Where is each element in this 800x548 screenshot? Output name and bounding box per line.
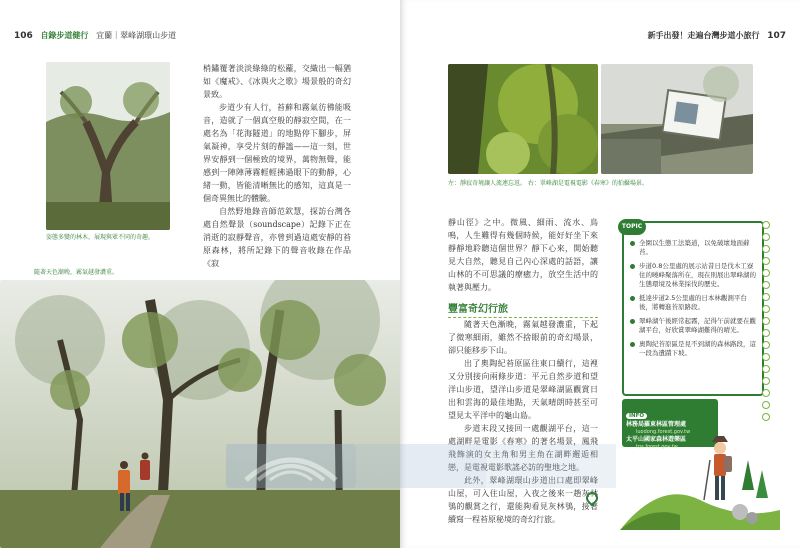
topic-badge: TOPIC — [618, 219, 646, 235]
chapter-subtitle: 宜蘭｜翠峰湖環山步道 — [96, 31, 177, 40]
photo-caption-bottom: 隨著天色漸晚，霧氣越發濃重。 — [34, 269, 119, 276]
paragraph: 步道少有人行，苔蘚和霧氣彷彿能吸音，造就了一個真空般的靜寂空間，在一處名為「花海隧道」的地點停下腳步，屏氣凝神，享受片刻的靜謐——這一刻，世界安靜到一個極致的境界，萬物無聲，能感到一陣陣薄霧輕輕拂過眼下的動靜，心緒一動，皆能清晰無比的感知，這真是一個奇異無比的體驗。 — [203, 103, 351, 203]
right-body-text-a — [448, 216, 598, 294]
notebook-rings — [762, 221, 770, 396]
topic-item: 抵達步道2.5公里處的日本林觀測平台後，將轉進苔原路段。 — [630, 294, 756, 312]
left-header — [14, 30, 176, 41]
moss-photo — [448, 64, 598, 174]
page-number-left: 106 — [14, 31, 33, 41]
paragraph: 自然野地錄音師范欽慧，探訪台灣各處自然聲景（soundscape）記錄下正在消逝的寂靜聲音，亦曾到過這處安靜的苔原森林，將所記錄下的聲音收錄在作品《寂 — [203, 207, 351, 268]
info-tag: INFO — [626, 413, 647, 419]
section-title: 豐富奇幻行旅 — [448, 300, 598, 318]
paragraph: 隨著天色漸晚，霧氣越發濃重，下起了微寒細雨，雖然不捨眼前的奇幻場景，卻只能移步下山。 — [448, 320, 598, 355]
right-photos-caption: 左：靜寂奇境讓人流連忘返。 右：翠峰湖是電視電影《春寒》的拍攝場景。 — [448, 180, 648, 187]
topic-item: 翠峰湖午後經常起霧，記得午前就要在觀湖平台，好欣賞翠峰湖難得的晴光。 — [630, 317, 756, 335]
misty-forest-photo — [0, 280, 408, 548]
info-org: 林務局羅東林區管理處 — [626, 421, 687, 428]
topic-item: 奧陶紀苔原區是見不到湖的森林路段，這一段為遺蹟下坡。 — [630, 340, 756, 358]
paragraph: 梢鏽覆著淡淡綠綠的松蘿，交織出一幅猶如《魔戒》、《冰與火之歌》場景般的奇幻景致。 — [203, 64, 351, 99]
info-url[interactable]: tps.forest.gov.tw — [636, 444, 678, 450]
twisted-tree-photo — [46, 62, 170, 230]
paragraph: 此外，翠峰湖環山步道出口處即翠峰山屋，可入住山屋，入夜之後來一趟灰林鴞的觀賞之行，還能夠看見灰林鴞，接著續寫一程苔原秘境的奇幻行旅。 — [448, 476, 598, 524]
topic-list — [624, 223, 762, 358]
info-org: 太平山國家森林遊樂區 — [626, 436, 687, 443]
publisher-watermark — [226, 440, 616, 492]
hiker-illustration — [620, 420, 780, 530]
paragraph: 靜山徑》之中。微風、細雨、流水、鳥鳴，人生難得有幾個時候，能好好坐下來靜靜地聆聽這個世界？靜下心來，開始聽見大自然，聽見自己內心深處的話語，讓山林的不可思議的療癒力，放空生活中的執著與壓力。 — [448, 218, 598, 292]
photo-caption-top: 姿態多變的林木，展現與眾不同的奇趣。 — [46, 234, 155, 241]
lakeside-sign-photo — [601, 64, 753, 174]
right-body-text-b — [448, 318, 598, 526]
info-url[interactable]: luodong.forest.gov.tw — [636, 429, 691, 435]
paragraph: 步道末段又接回一處觀湖平台，這一處湖畔是電影《春寒》的著名場景，鳳飛飛飾演的女主角和男主角在湖畔邂逅相戀，是電視電影歌謠必訪的聖地之地。 — [448, 424, 598, 472]
page-number-right: 107 — [767, 31, 786, 41]
left-body-text — [203, 62, 351, 270]
right-header — [648, 30, 786, 41]
topic-item: 步道0.8公里處的展示站昔日是伐木工寮住的曉峰聚落所在，現在則展出翠峰湖的生態環境及林業採伐的歷史。 — [630, 262, 756, 289]
book-series-title: 新手出發！走遍台灣步道小旅行 — [647, 31, 760, 40]
paragraph: 出了奧陶紀苔原區往東口續行，這裡又分別接向兩條步道：平元自然步道和望洋山步道，望洋山步道是翠峰湖區觀賞日出和雲海的最佳地點，天氣晴朗時甚至可望見太平洋中的龜山島。 — [448, 359, 598, 420]
topic-box — [622, 221, 764, 396]
topic-item: 全園以生態工法築道，以免破壞地面蘚苔。 — [630, 239, 756, 257]
section-name: 自錄步道健行 — [40, 31, 89, 40]
